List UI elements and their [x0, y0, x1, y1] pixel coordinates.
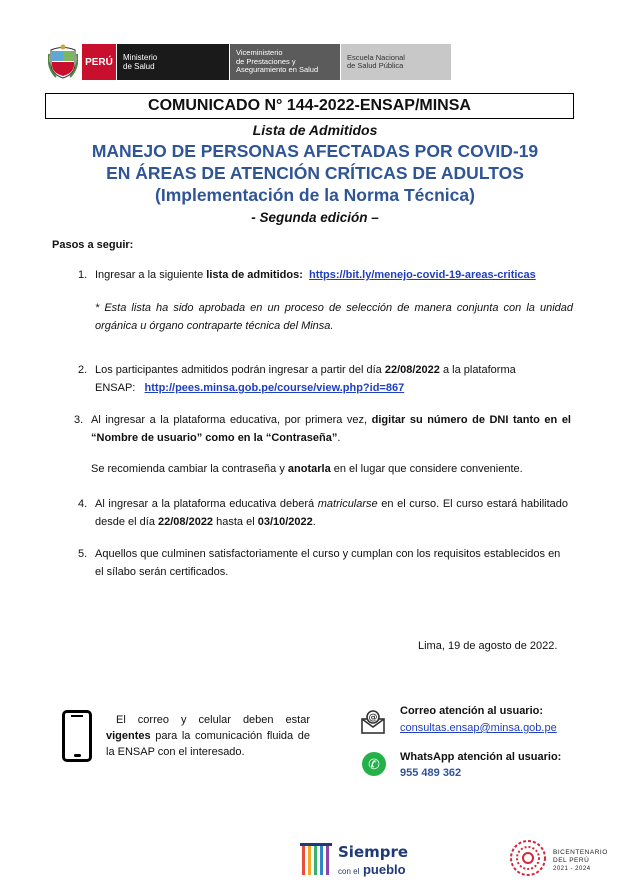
plataforma-link[interactable]: http://pees.minsa.gob.pe/course/view.php?id=867 [144, 382, 405, 394]
step-4-number: 4. [78, 498, 88, 510]
viceministerio-label: Viceministerio de Prestaciones y Aseguramiento en Salud [229, 44, 340, 80]
bicentenario-text: BICENTENARIO DEL PERÚ 2021 - 2024 [553, 849, 608, 872]
peru-label: PERÚ [82, 44, 116, 80]
whatsapp-number: 955 489 362 [400, 767, 462, 779]
lista-subtitle: Lista de Admitidos [252, 122, 378, 138]
step-1-number: 1. [78, 269, 88, 281]
contacto-text: El correo y celular deben estar vigentes para la comunicación fluida de la ENSAP con el interesado. [106, 714, 310, 758]
course-title-line2: EN ÁREAS DE ATENCIÓN CRÍTICAS DE ADULTOS [106, 163, 524, 183]
ministerio-label: Ministerio de Salud [116, 44, 229, 80]
course-title-line3: (Implementación de la Norma Técnica) [155, 185, 475, 205]
siempre-text: Siempre [338, 843, 409, 861]
step-5-number: 5. [78, 548, 88, 560]
svg-text:@: @ [368, 713, 378, 723]
pasos-heading: Pasos a seguir: [52, 239, 134, 251]
con-el-pueblo-text: con el pueblo [338, 862, 406, 877]
correo-title: Correo atención al usuario: [400, 705, 544, 717]
escudo-icon [48, 44, 78, 80]
correo-email-link[interactable]: consultas.ensap@minsa.gob.pe [400, 722, 557, 734]
whatsapp-icon: ✆ [362, 752, 386, 776]
step-3-number: 3. [74, 414, 84, 426]
comunicado-title: COMUNICADO N° 144-2022-ENSAP/MINSA [45, 93, 574, 119]
admitidos-link[interactable]: https://bit.ly/menejo-covid-19-areas-criticas [309, 269, 536, 281]
whatsapp-title: WhatsApp atención al usuario: [400, 751, 562, 763]
step-4: Al ingresar a la plataforma educativa deberá matricularse en el curso. El curso estará habilitado desde el día 22/08/2022 hasta el 03/10/2022. [95, 498, 568, 528]
siempre-logo [300, 840, 336, 878]
escuela-label: Escuela Nacional de Salud Pública [340, 44, 451, 80]
step-1-note: * Esta lista ha sido aprobada en un proceso de selección de manera conjunta con la unidad orgánica u órgano contraparte técnica del Minsa. [95, 302, 573, 332]
course-title-line1: MANEJO DE PERSONAS AFECTADAS POR COVID-19 [91, 141, 539, 161]
step-1: Ingresar a la siguiente lista de admitidos: https://bit.ly/menejo-covid-19-areas-criticas [95, 269, 536, 281]
bicentenario-logo [508, 838, 548, 878]
step-2: Los participantes admitidos podrán ingresar a partir del día 22/08/2022 a la plataforma ENSAP: http://pees.minsa.gob.pe/course/view.php?id=867 [95, 364, 516, 394]
minsa-header [48, 44, 451, 80]
step-3-recomendacion: Se recomienda cambiar la contraseña y anotarla en el lugar que considere conveniente. [91, 463, 523, 475]
phone-icon [62, 710, 92, 762]
edicion-label: - Segunda edición – [251, 210, 379, 225]
fecha-lugar: Lima, 19 de agosto de 2022. [418, 640, 558, 652]
step-5: Aquellos que culminen satisfactoriamente el curso y cumplan con los requisitos establecidos en el sílabo serán certificados. [95, 548, 561, 578]
step-3: Al ingresar a la plataforma educativa, por primera vez, digitar su número de DNI tanto en el “Nombre de usuario” como en la “Contraseña”. [91, 414, 571, 444]
step-2-number: 2. [78, 364, 88, 376]
at-mail-icon [360, 709, 386, 735]
